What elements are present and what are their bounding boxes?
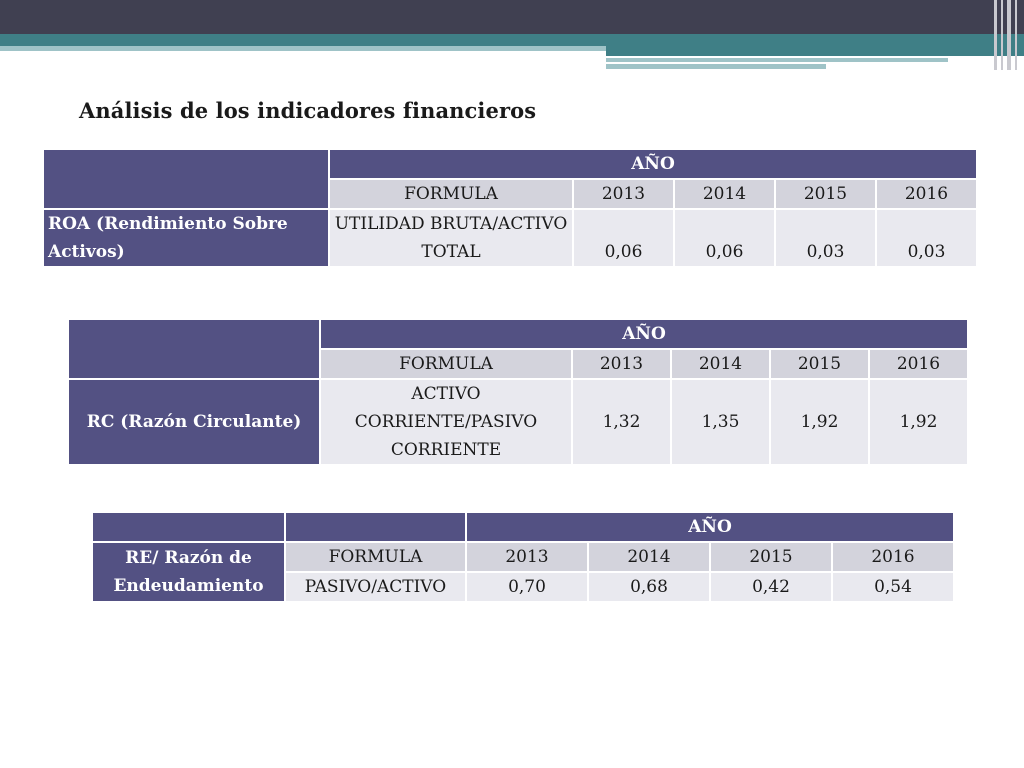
header-band-teal — [0, 34, 1024, 46]
year-cell: 2014 — [672, 350, 769, 378]
header-band-light-line — [606, 58, 948, 62]
value-cell: 0,03 — [877, 210, 976, 266]
value-cell: 0,03 — [776, 210, 875, 266]
value-cell: 1,92 — [870, 380, 967, 464]
value-cell: 0,70 — [467, 573, 587, 601]
value-cell: 1,32 — [573, 380, 670, 464]
formula-header: FORMULA — [321, 350, 571, 378]
header-band-light-line-short — [606, 64, 826, 69]
formula-header: FORMULA — [330, 180, 572, 208]
corner-header-cell — [69, 320, 319, 378]
value-cell: 1,35 — [672, 380, 769, 464]
roa-table — [42, 148, 978, 268]
corner-header-cell — [93, 513, 284, 541]
formula-header: FORMULA — [286, 543, 465, 571]
year-cell: 2016 — [877, 180, 976, 208]
header-band-light — [0, 46, 606, 51]
year-cell: 2015 — [711, 543, 831, 571]
corner-decoration — [994, 0, 1024, 70]
year-header: AÑO — [330, 150, 976, 178]
year-header: AÑO — [321, 320, 967, 348]
indicator-label: RE/ Razón de Endeudamiento — [93, 543, 284, 601]
year-cell: 2015 — [776, 180, 875, 208]
corner-header-cell — [44, 150, 328, 208]
year-cell: 2016 — [870, 350, 967, 378]
year-cell: 2014 — [589, 543, 709, 571]
year-cell: 2013 — [467, 543, 587, 571]
value-cell: 0,42 — [711, 573, 831, 601]
year-header: AÑO — [467, 513, 953, 541]
year-cell: 2016 — [833, 543, 953, 571]
corner-header-cell — [286, 513, 465, 541]
value-cell: 1,92 — [771, 380, 868, 464]
value-cell: 0,06 — [574, 210, 673, 266]
formula-cell: PASIVO/ACTIVO — [286, 573, 465, 601]
indicator-label: RC (Razón Circulante) — [69, 380, 319, 464]
header-band-teal-right — [606, 46, 1024, 56]
value-cell: 0,68 — [589, 573, 709, 601]
indicator-label: ROA (Rendimiento Sobre Activos) — [44, 210, 328, 266]
rc-table — [67, 318, 969, 466]
value-cell: 0,06 — [675, 210, 774, 266]
page-title: Análisis de los indicadores financieros — [79, 98, 537, 123]
re-table — [91, 511, 955, 603]
header-band-dark — [0, 0, 1024, 34]
year-cell: 2014 — [675, 180, 774, 208]
year-cell: 2013 — [573, 350, 670, 378]
formula-cell: UTILIDAD BRUTA/ACTIVO TOTAL — [330, 210, 572, 266]
formula-cell: ACTIVO CORRIENTE/PASIVO CORRIENTE — [321, 380, 571, 464]
value-cell: 0,54 — [833, 573, 953, 601]
year-cell: 2015 — [771, 350, 868, 378]
year-cell: 2013 — [574, 180, 673, 208]
